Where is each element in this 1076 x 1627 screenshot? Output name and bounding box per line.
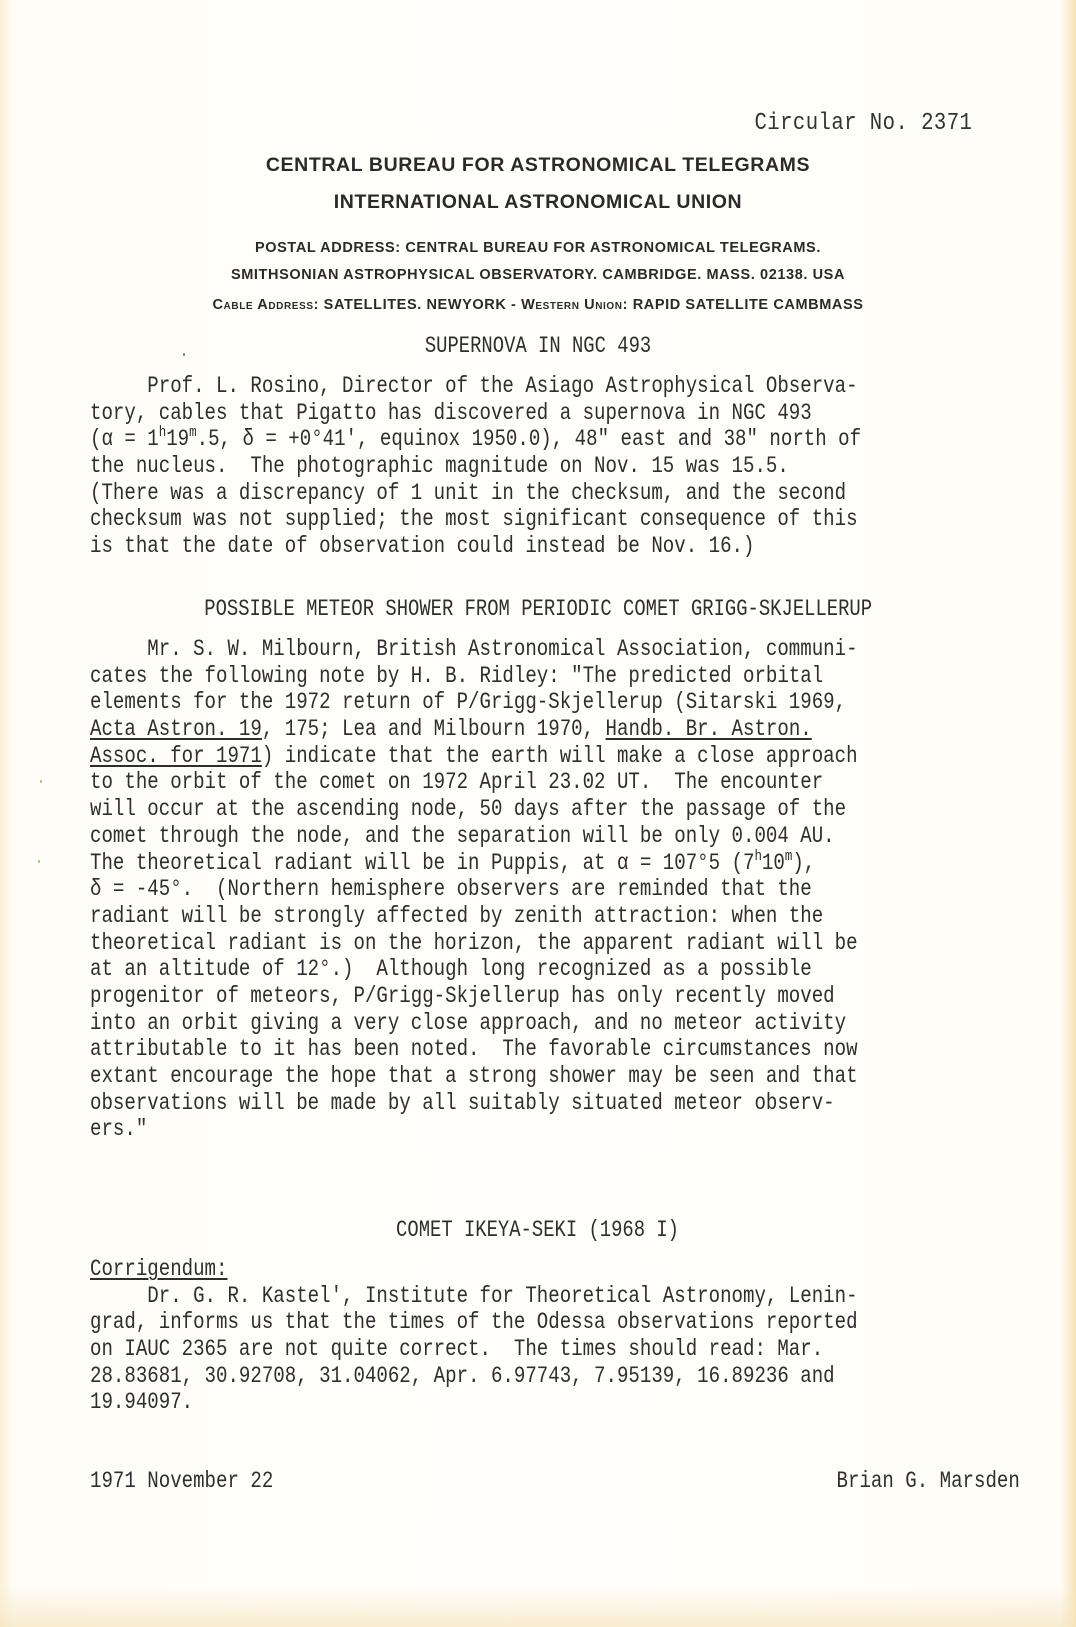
text-line: on IAUC 2365 are not quite correct. The times should read: Mar. — [90, 1336, 824, 1363]
text-line: attributable to it has been noted. The favorable circumstances now — [90, 1036, 858, 1063]
text-line: into an orbit giving a very close approach, and no meteor activity — [90, 1009, 847, 1036]
text-line: checksum was not supplied; the most significant consequence of this — [90, 506, 858, 533]
text-line: is that the date of observation could instead be Nov. 16.) — [90, 533, 755, 560]
text-line: observations will be made by all suitably situated meteor observ- — [90, 1089, 835, 1116]
cable-address — [0, 297, 1076, 313]
journal-ref-assoc: Assoc. for 1971 — [90, 742, 262, 769]
section-title-supernova: SUPERNOVA IN NGC 493 — [424, 333, 652, 359]
text-line: progenitor of meteors, P/Grigg-Skjellerup has only recently moved — [90, 982, 835, 1009]
paper-speck — [40, 780, 42, 783]
bureau-name: CENTRAL BUREAU FOR ASTRONOMICAL TELEGRAMS — [265, 154, 811, 176]
section-body-supernova — [90, 373, 1010, 560]
text-line: cates the following note by H. B. Ridley: "The predicted orbital — [90, 662, 824, 689]
cable-address-label: Cable Address: — [212, 297, 320, 313]
postal-address-line-2: SMITHSONIAN ASTROPHYSICAL OBSERVATORY. CAMBRIDGE. MASS. 02138. USA — [230, 267, 846, 283]
text-line: will occur at the ascending node, 50 days after the passage of the — [90, 796, 847, 823]
circular-date: 1971 November 22 — [90, 1468, 274, 1494]
text-line: (There was a discrepancy of 1 unit in the checksum, and the second — [90, 479, 847, 506]
text-line: ers." — [90, 1116, 148, 1143]
coordinates-line: ($\alpha = 1^h19^m.5$, δ = +0°41', equinox 1950.0), 48" east and 38" north of — [90, 424, 862, 453]
paper-speck — [38, 860, 40, 863]
text-line: comet through the node, and the separation will be only 0.004 AU. — [90, 822, 835, 849]
western-union-value: RAPID SATELLITE CAMBMASS — [628, 297, 864, 313]
journal-ref-handb: Handb. Br. Astron. — [605, 716, 812, 743]
text-line: Dr. G. R. Kastel', Institute for Theoretical Astronomy, Lenin- — [90, 1282, 858, 1309]
section-title-ikeya-seki: COMET IKEYA-SEKI (1968 I) — [396, 1217, 680, 1243]
text-line: theoretical radiant is on the horizon, the apparent radiant will be — [90, 929, 858, 956]
postal-address-line-1: POSTAL ADDRESS: CENTRAL BUREAU FOR ASTRONOMICAL TELEGRAMS. — [255, 240, 821, 256]
signature-name: Brian G. Marsden — [836, 1468, 1020, 1494]
radiant-line: The theoretical radiant will be in Puppis, at α = 107°5 (7$^h$10$^m$), — [90, 847, 816, 876]
section-title-meteor-shower: POSSIBLE METEOR SHOWER FROM PERIODIC COMET GRIGG-SKJELLERUP — [204, 596, 872, 622]
section-body-meteor-shower — [90, 636, 1010, 1143]
text-line: at an altitude of 12°.) Although long recognized as a possible — [90, 956, 812, 983]
text-line: the nucleus. The photographic magnitude on Nov. 15 was 15.5. — [90, 453, 789, 480]
western-union-label: Western Union: — [521, 297, 629, 313]
text-line: extant encourage the hope that a strong shower may be seen and that — [90, 1063, 858, 1089]
paper-speck — [183, 353, 185, 356]
text-line: to the orbit of the comet on 1972 April 23.02 UT. The encounter — [90, 769, 824, 796]
text-line: radiant will be strongly affected by zenith attraction: when the — [90, 902, 824, 929]
journal-ref-acta: Acta Astron. 19 — [90, 716, 262, 743]
corrigendum-heading: Corrigendum: — [90, 1256, 228, 1282]
text-line: Mr. S. W. Milbourn, British Astronomical Association, communi- — [90, 636, 858, 662]
circular-number: Circular No. 2371 — [754, 110, 972, 137]
text-line: δ = -45°. (Northern hemisphere observers are reminded that the — [90, 876, 812, 903]
union-name: INTERNATIONAL ASTRONOMICAL UNION — [333, 191, 743, 213]
text-line: Prof. L. Rosino, Director of the Asiago Astrophysical Observa- — [90, 373, 858, 399]
text-line: grad, informs us that the times of the Odessa observations reported — [90, 1309, 858, 1336]
reference-line: Acta Astron. 19, 175; Lea and Milbourn 1970, Handb. Br. Astron. — [90, 716, 812, 743]
cable-address-value: SATELLITES. NEWYORK - — [319, 297, 522, 313]
reference-line: Assoc. for 1971) indicate that the earth will make a close approach — [90, 742, 858, 769]
text-line: 28.83681, 30.92708, 31.04062, Apr. 6.97743, 7.95139, 16.89236 and — [90, 1362, 835, 1389]
section-body-ikeya-seki — [90, 1256, 1010, 1416]
text-line: 19.94097. — [90, 1389, 194, 1416]
text-line: tory, cables that Pigatto has discovered a supernova in NGC 493 — [90, 399, 812, 426]
text-line: elements for the 1972 return of P/Grigg-Skjellerup (Sitarski 1969, — [90, 689, 847, 716]
